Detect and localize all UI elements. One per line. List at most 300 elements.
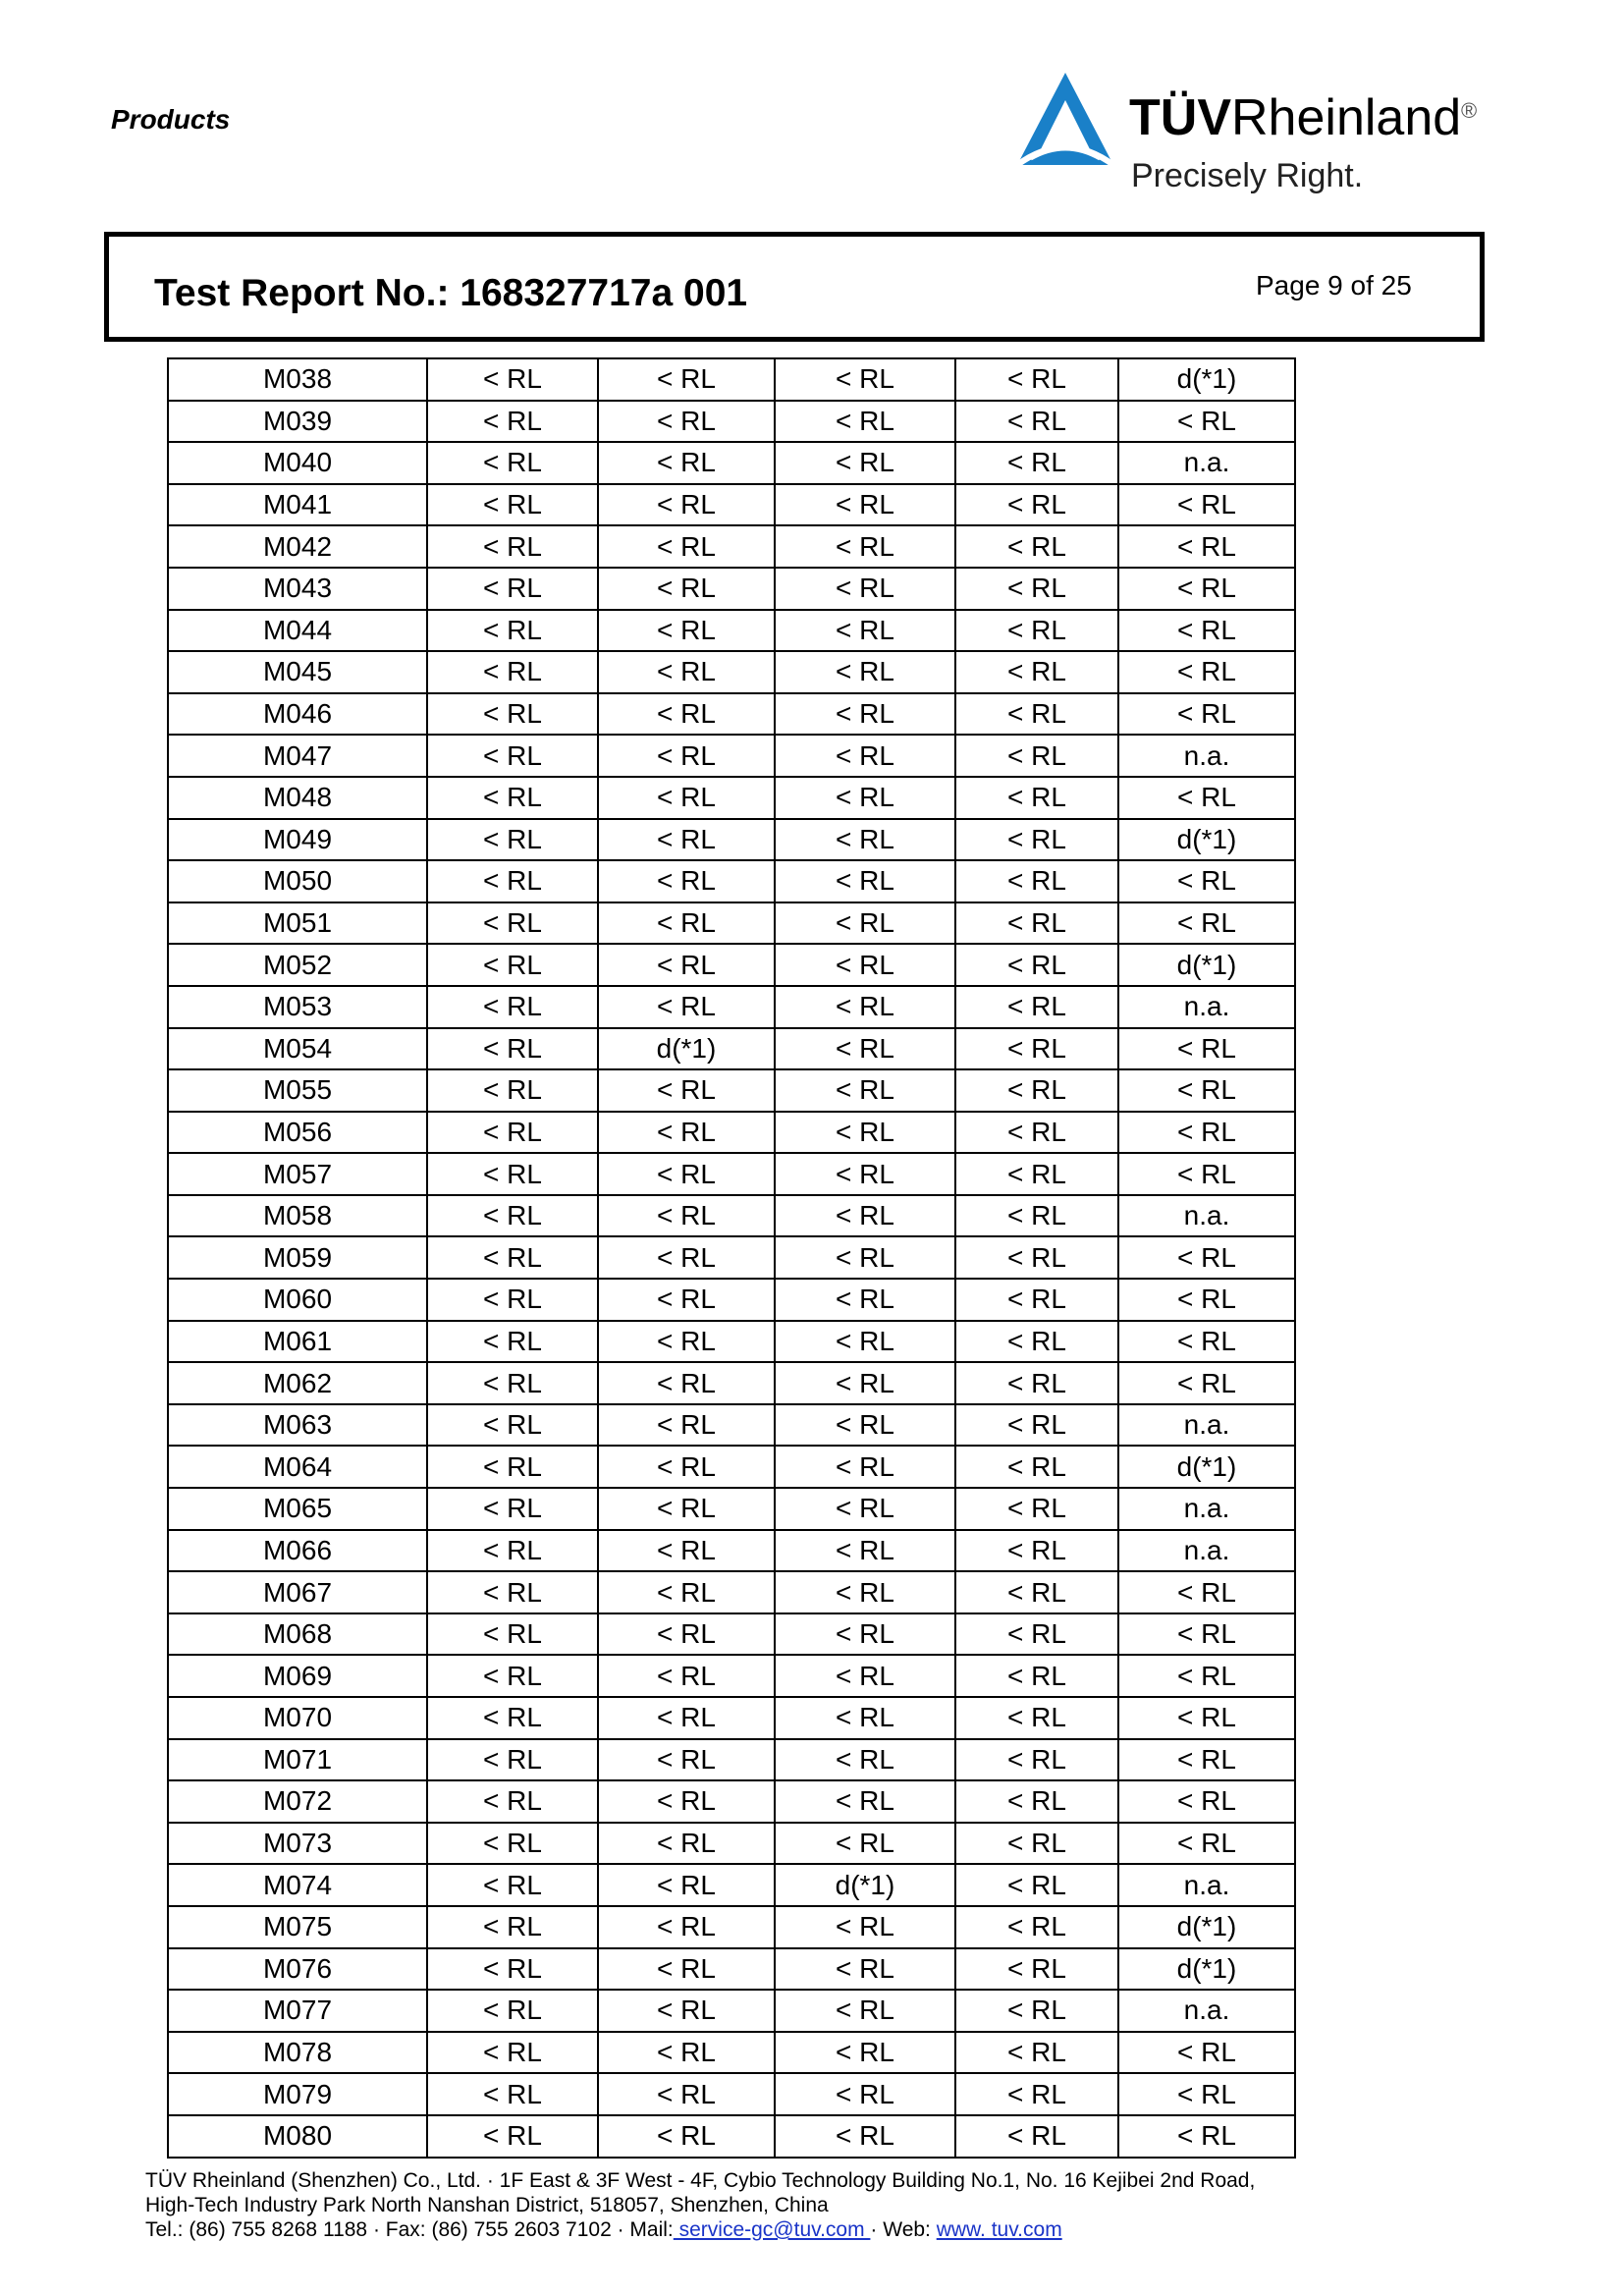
table-row — [168, 1236, 1295, 1279]
result-cell: < RL — [427, 1697, 598, 1739]
result-cell: < RL — [775, 1488, 955, 1530]
result-cell: d(*1) — [1118, 944, 1295, 986]
result-cell: < RL — [427, 2115, 598, 2158]
result-cell: < RL — [1118, 1739, 1295, 1781]
result-cell: < RL — [775, 358, 955, 401]
result-cell: < RL — [1118, 2032, 1295, 2074]
result-cell: < RL — [598, 2115, 775, 2158]
result-cell: < RL — [955, 1279, 1118, 1321]
sample-id-cell: M040 — [168, 442, 427, 484]
result-cell: < RL — [955, 358, 1118, 401]
sample-id-cell: M044 — [168, 610, 427, 652]
table-row — [168, 986, 1295, 1028]
result-cell: < RL — [598, 1112, 775, 1154]
result-cell: < RL — [955, 610, 1118, 652]
result-cell: < RL — [775, 2073, 955, 2115]
sample-id-cell: M063 — [168, 1404, 427, 1447]
result-cell: < RL — [955, 860, 1118, 902]
result-cell: < RL — [955, 902, 1118, 945]
result-cell: < RL — [598, 1069, 775, 1112]
brand-name: TÜVRheinland — [1129, 89, 1462, 146]
result-cell: < RL — [1118, 1780, 1295, 1823]
result-cell: < RL — [1118, 484, 1295, 526]
table-row — [168, 1948, 1295, 1991]
table-row — [168, 1446, 1295, 1488]
table-row — [168, 1404, 1295, 1447]
result-cell: < RL — [598, 944, 775, 986]
result-cell: < RL — [427, 1864, 598, 1906]
result-cell: < RL — [598, 1571, 775, 1613]
result-cell: < RL — [775, 1112, 955, 1154]
sample-id-cell: M076 — [168, 1948, 427, 1991]
result-cell: < RL — [955, 735, 1118, 777]
result-cell: < RL — [598, 819, 775, 861]
sample-id-cell: M050 — [168, 860, 427, 902]
sample-id-cell: M052 — [168, 944, 427, 986]
table-row — [168, 2115, 1295, 2158]
table-row — [168, 1279, 1295, 1321]
result-cell: n.a. — [1118, 1195, 1295, 1237]
result-cell: < RL — [1118, 1069, 1295, 1112]
table-row — [168, 777, 1295, 819]
result-cell: < RL — [1118, 1236, 1295, 1279]
table-row — [168, 358, 1295, 401]
table-row — [168, 1195, 1295, 1237]
result-cell: < RL — [598, 777, 775, 819]
table-row — [168, 525, 1295, 568]
report-header-box — [104, 232, 1485, 342]
result-cell: < RL — [955, 1655, 1118, 1697]
result-cell: < RL — [955, 1739, 1118, 1781]
result-cell: n.a. — [1118, 986, 1295, 1028]
result-cell: < RL — [598, 1446, 775, 1488]
result-cell: < RL — [775, 1530, 955, 1572]
result-cell: < RL — [1118, 1321, 1295, 1363]
result-cell: < RL — [955, 1697, 1118, 1739]
result-cell: < RL — [775, 1446, 955, 1488]
result-cell: n.a. — [1118, 1404, 1295, 1447]
result-cell: < RL — [775, 1613, 955, 1656]
result-cell: < RL — [598, 568, 775, 610]
result-cell: < RL — [427, 1446, 598, 1488]
result-cell: < RL — [427, 2073, 598, 2115]
result-cell: < RL — [598, 1906, 775, 1948]
table-row — [168, 1153, 1295, 1195]
result-cell: < RL — [775, 1655, 955, 1697]
result-cell: < RL — [775, 986, 955, 1028]
sample-id-cell: M068 — [168, 1613, 427, 1656]
result-cell: < RL — [775, 944, 955, 986]
result-cell: < RL — [1118, 1153, 1295, 1195]
result-cell: < RL — [598, 484, 775, 526]
result-cell: < RL — [955, 819, 1118, 861]
result-cell: < RL — [955, 1864, 1118, 1906]
table-row — [168, 568, 1295, 610]
result-cell: < RL — [955, 1404, 1118, 1447]
result-cell: < RL — [598, 525, 775, 568]
result-cell: < RL — [1118, 1823, 1295, 1865]
table-row — [168, 902, 1295, 945]
result-cell: < RL — [427, 568, 598, 610]
result-cell: < RL — [598, 1864, 775, 1906]
result-cell: < RL — [427, 1655, 598, 1697]
result-cell: < RL — [955, 2115, 1118, 2158]
result-cell: < RL — [955, 777, 1118, 819]
result-cell: < RL — [427, 944, 598, 986]
table-row — [168, 1780, 1295, 1823]
result-cell: < RL — [427, 1613, 598, 1656]
result-cell: < RL — [775, 1571, 955, 1613]
result-cell: < RL — [427, 1571, 598, 1613]
result-cell: < RL — [955, 651, 1118, 693]
sample-id-cell: M078 — [168, 2032, 427, 2074]
result-cell: n.a. — [1118, 442, 1295, 484]
result-cell: < RL — [775, 1697, 955, 1739]
result-cell: < RL — [598, 1236, 775, 1279]
result-cell: < RL — [598, 442, 775, 484]
result-cell: < RL — [1118, 401, 1295, 443]
result-cell: < RL — [775, 401, 955, 443]
sample-id-cell: M054 — [168, 1028, 427, 1070]
result-cell: < RL — [427, 1028, 598, 1070]
page-number: Page 9 of 25 — [1256, 270, 1412, 301]
result-cell: < RL — [775, 1321, 955, 1363]
result-cell: < RL — [598, 986, 775, 1028]
result-cell: < RL — [427, 484, 598, 526]
footer-contact-line — [145, 2217, 1500, 2242]
web-label: · Web: — [870, 2218, 937, 2241]
result-cell: < RL — [1118, 1112, 1295, 1154]
result-cell: < RL — [955, 1362, 1118, 1404]
result-cell: < RL — [427, 1823, 598, 1865]
result-cell: < RL — [427, 1279, 598, 1321]
result-cell: n.a. — [1118, 1530, 1295, 1572]
mail-link[interactable]: service-gc@tuv.com — [673, 2218, 871, 2241]
result-cell: < RL — [775, 1153, 955, 1195]
table-row — [168, 1488, 1295, 1530]
sample-id-cell: M043 — [168, 568, 427, 610]
result-cell: < RL — [955, 1780, 1118, 1823]
result-cell: < RL — [427, 401, 598, 443]
sample-id-cell: M079 — [168, 2073, 427, 2115]
results-table — [167, 357, 1296, 2159]
result-cell: < RL — [598, 1780, 775, 1823]
result-cell: < RL — [598, 1362, 775, 1404]
result-cell: < RL — [598, 1488, 775, 1530]
result-cell: < RL — [775, 1069, 955, 1112]
table-row — [168, 1906, 1295, 1948]
result-cell: < RL — [775, 1739, 955, 1781]
table-row — [168, 693, 1295, 736]
result-cell: < RL — [955, 1948, 1118, 1991]
result-cell: < RL — [955, 442, 1118, 484]
sample-id-cell: M067 — [168, 1571, 427, 1613]
footer-address-line: TÜV Rheinland (Shenzhen) Co., Ltd. · 1F East & 3F West - 4F, Cybio Technology Building No.1, No. 16 Kejibei 2nd Road, — [145, 2169, 1256, 2192]
sample-id-cell: M053 — [168, 986, 427, 1028]
result-cell: n.a. — [1118, 1488, 1295, 1530]
sample-id-cell: M059 — [168, 1236, 427, 1279]
result-cell: < RL — [955, 986, 1118, 1028]
result-cell: < RL — [1118, 2073, 1295, 2115]
sample-id-cell: M038 — [168, 358, 427, 401]
result-cell: < RL — [775, 860, 955, 902]
result-cell: < RL — [775, 2115, 955, 2158]
result-cell: < RL — [427, 735, 598, 777]
sample-id-cell: M065 — [168, 1488, 427, 1530]
result-cell: < RL — [1118, 1655, 1295, 1697]
result-cell: < RL — [775, 1362, 955, 1404]
table-row — [168, 484, 1295, 526]
result-cell: < RL — [1118, 568, 1295, 610]
sample-id-cell: M047 — [168, 735, 427, 777]
result-cell: < RL — [955, 1990, 1118, 2032]
result-cell: < RL — [427, 986, 598, 1028]
result-cell: < RL — [955, 1446, 1118, 1488]
table-row — [168, 1028, 1295, 1070]
table-row — [168, 1823, 1295, 1865]
result-cell: < RL — [775, 442, 955, 484]
result-cell: < RL — [1118, 1362, 1295, 1404]
result-cell: d(*1) — [1118, 1948, 1295, 1991]
result-cell: < RL — [598, 735, 775, 777]
result-cell: < RL — [598, 1153, 775, 1195]
sample-id-cell: M069 — [168, 1655, 427, 1697]
sample-id-cell: M056 — [168, 1112, 427, 1154]
sample-id-cell: M066 — [168, 1530, 427, 1572]
result-cell: < RL — [955, 1195, 1118, 1237]
result-cell: d(*1) — [775, 1864, 955, 1906]
result-cell: < RL — [427, 651, 598, 693]
result-cell: < RL — [775, 735, 955, 777]
result-cell: < RL — [955, 1153, 1118, 1195]
sample-id-cell: M048 — [168, 777, 427, 819]
result-cell: < RL — [598, 1279, 775, 1321]
result-cell: < RL — [955, 1906, 1118, 1948]
result-cell: < RL — [1118, 693, 1295, 736]
table-row — [168, 1112, 1295, 1154]
result-cell: < RL — [427, 358, 598, 401]
result-cell: < RL — [598, 651, 775, 693]
result-cell: < RL — [955, 2073, 1118, 2115]
result-cell: < RL — [955, 525, 1118, 568]
result-cell: < RL — [598, 902, 775, 945]
result-cell: < RL — [775, 525, 955, 568]
tuv-triangle-logo-icon — [1011, 71, 1119, 169]
footer-phone-fax: Tel.: (86) 755 8268 1188 · Fax: (86) 755 2603 7102 · Mail: — [145, 2218, 674, 2241]
table-row — [168, 1321, 1295, 1363]
result-cell: d(*1) — [1118, 358, 1295, 401]
result-cell: < RL — [427, 525, 598, 568]
result-cell: < RL — [427, 819, 598, 861]
result-cell: < RL — [598, 1404, 775, 1447]
result-cell: < RL — [427, 777, 598, 819]
result-cell: < RL — [598, 693, 775, 736]
sample-id-cell: M074 — [168, 1864, 427, 1906]
result-cell: < RL — [955, 944, 1118, 986]
result-cell: < RL — [427, 1906, 598, 1948]
result-cell: < RL — [598, 1739, 775, 1781]
result-cell: < RL — [427, 1488, 598, 1530]
table-row — [168, 1069, 1295, 1112]
result-cell: < RL — [598, 610, 775, 652]
result-cell: < RL — [598, 1530, 775, 1572]
sample-id-cell: M046 — [168, 693, 427, 736]
result-cell: < RL — [775, 1780, 955, 1823]
result-cell: < RL — [775, 651, 955, 693]
result-cell: < RL — [427, 2032, 598, 2074]
result-cell: < RL — [598, 1697, 775, 1739]
brand-tagline: Precisely Right. — [1131, 157, 1364, 194]
sample-id-cell: M077 — [168, 1990, 427, 2032]
table-row — [168, 1864, 1295, 1906]
result-cell: < RL — [775, 568, 955, 610]
sample-id-cell: M060 — [168, 1279, 427, 1321]
result-cell: < RL — [1118, 2115, 1295, 2158]
sample-id-cell: M073 — [168, 1823, 427, 1865]
result-cell: < RL — [1118, 860, 1295, 902]
result-cell: n.a. — [1118, 735, 1295, 777]
sample-id-cell: M062 — [168, 1362, 427, 1404]
result-cell: < RL — [775, 484, 955, 526]
result-cell: < RL — [427, 1069, 598, 1112]
result-cell: < RL — [1118, 1613, 1295, 1656]
result-cell: < RL — [775, 2032, 955, 2074]
result-cell: < RL — [427, 1948, 598, 1991]
result-cell: < RL — [1118, 1279, 1295, 1321]
table-row — [168, 1613, 1295, 1656]
company-logo — [1011, 71, 1502, 200]
result-cell: < RL — [955, 1321, 1118, 1363]
result-cell: < RL — [1118, 777, 1295, 819]
result-cell: < RL — [598, 1823, 775, 1865]
report-title: Test Report No.: 168327717a 001 — [154, 272, 748, 314]
sample-id-cell: M058 — [168, 1195, 427, 1237]
sample-id-cell: M072 — [168, 1780, 427, 1823]
result-cell: < RL — [775, 1195, 955, 1237]
result-cell: < RL — [427, 1195, 598, 1237]
sample-id-cell: M039 — [168, 401, 427, 443]
footer — [145, 2168, 1500, 2242]
result-cell: < RL — [775, 1906, 955, 1948]
result-cell: < RL — [955, 1530, 1118, 1572]
sample-id-cell: M064 — [168, 1446, 427, 1488]
result-cell: < RL — [775, 1236, 955, 1279]
result-cell: < RL — [955, 693, 1118, 736]
table-row — [168, 1739, 1295, 1781]
result-cell: < RL — [955, 1112, 1118, 1154]
result-cell: < RL — [955, 401, 1118, 443]
result-cell: < RL — [427, 902, 598, 945]
result-cell: < RL — [955, 1028, 1118, 1070]
result-cell: < RL — [775, 1279, 955, 1321]
result-cell: < RL — [775, 693, 955, 736]
result-cell: < RL — [775, 1404, 955, 1447]
result-cell: < RL — [427, 1530, 598, 1572]
result-cell: n.a. — [1118, 1990, 1295, 2032]
result-cell: < RL — [775, 777, 955, 819]
sample-id-cell: M061 — [168, 1321, 427, 1363]
sample-id-cell: M042 — [168, 525, 427, 568]
result-cell: < RL — [955, 1823, 1118, 1865]
result-cell: < RL — [427, 860, 598, 902]
result-cell: < RL — [427, 442, 598, 484]
sample-id-cell: M075 — [168, 1906, 427, 1948]
result-cell: < RL — [598, 358, 775, 401]
table-row — [168, 819, 1295, 861]
result-cell: d(*1) — [598, 1028, 775, 1070]
section-label: Products — [111, 104, 231, 135]
table-row — [168, 944, 1295, 986]
table-row — [168, 651, 1295, 693]
table-row — [168, 1571, 1295, 1613]
table-row — [168, 1990, 1295, 2032]
result-cell: < RL — [775, 1948, 955, 1991]
result-cell: < RL — [955, 1069, 1118, 1112]
result-cell: < RL — [955, 568, 1118, 610]
web-link[interactable]: www. tuv.com — [936, 2218, 1062, 2241]
result-cell: d(*1) — [1118, 1906, 1295, 1948]
result-cell: < RL — [1118, 1697, 1295, 1739]
result-cell: < RL — [598, 860, 775, 902]
result-cell: < RL — [427, 1739, 598, 1781]
result-cell: < RL — [598, 1655, 775, 1697]
result-cell: < RL — [775, 902, 955, 945]
result-cell: < RL — [1118, 525, 1295, 568]
result-cell: < RL — [598, 1948, 775, 1991]
registered-mark: ® — [1461, 98, 1478, 123]
sample-id-cell: M049 — [168, 819, 427, 861]
result-cell: < RL — [427, 1236, 598, 1279]
result-cell: < RL — [775, 1028, 955, 1070]
result-cell: < RL — [598, 1195, 775, 1237]
sample-id-cell: M080 — [168, 2115, 427, 2158]
result-cell: < RL — [1118, 1571, 1295, 1613]
table-row — [168, 610, 1295, 652]
result-cell: < RL — [955, 484, 1118, 526]
result-cell: < RL — [598, 2032, 775, 2074]
result-cell: < RL — [427, 1404, 598, 1447]
result-cell: < RL — [775, 819, 955, 861]
result-cell: < RL — [598, 1321, 775, 1363]
result-cell: < RL — [955, 1236, 1118, 1279]
result-cell: < RL — [598, 2073, 775, 2115]
sample-id-cell: M051 — [168, 902, 427, 945]
sample-id-cell: M055 — [168, 1069, 427, 1112]
sample-id-cell: M041 — [168, 484, 427, 526]
table-row — [168, 2032, 1295, 2074]
result-cell: < RL — [427, 1362, 598, 1404]
result-cell: < RL — [775, 1990, 955, 2032]
result-cell: < RL — [1118, 610, 1295, 652]
result-cell: < RL — [427, 610, 598, 652]
result-cell: < RL — [427, 693, 598, 736]
result-cell: < RL — [1118, 1028, 1295, 1070]
result-cell: < RL — [427, 1321, 598, 1363]
result-cell: < RL — [1118, 902, 1295, 945]
result-cell: < RL — [427, 1780, 598, 1823]
table-row — [168, 735, 1295, 777]
result-cell: < RL — [1118, 651, 1295, 693]
result-cell: d(*1) — [1118, 819, 1295, 861]
table-row — [168, 2073, 1295, 2115]
result-cell: < RL — [427, 1112, 598, 1154]
sample-id-cell: M045 — [168, 651, 427, 693]
footer-address-line: High-Tech Industry Park North Nanshan District, 518057, Shenzhen, China — [145, 2194, 829, 2216]
sample-id-cell: M071 — [168, 1739, 427, 1781]
result-cell: < RL — [427, 1153, 598, 1195]
sample-id-cell: M057 — [168, 1153, 427, 1195]
table-row — [168, 1530, 1295, 1572]
